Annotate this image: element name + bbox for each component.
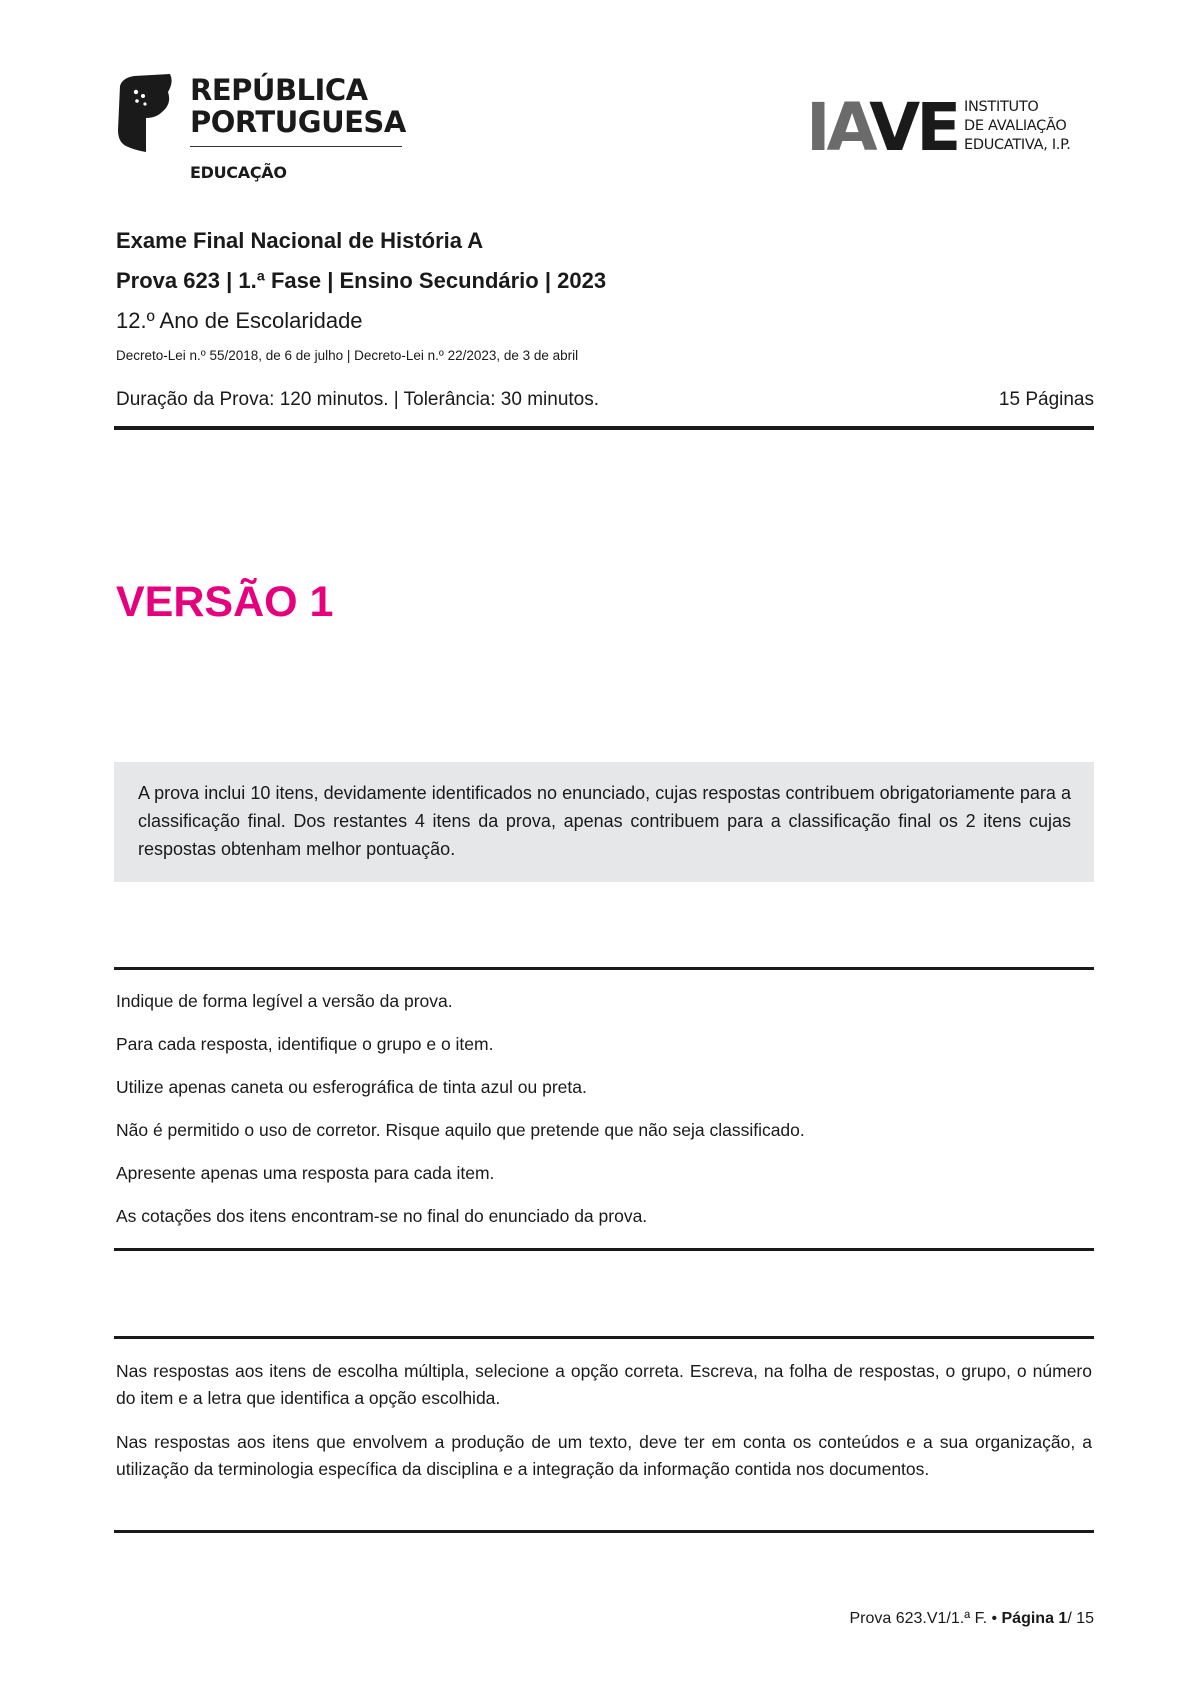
- iave-mark: IAVE: [806, 89, 958, 166]
- notes-top-rule: [114, 1336, 1094, 1339]
- logo-line-portuguesa: PORTUGUESA: [190, 105, 406, 139]
- instruction-item: As cotações dos itens encontram-se no final do enunciado da prova.: [116, 1206, 648, 1226]
- logo-educacao: EDUCAÇÃO: [190, 163, 287, 182]
- version-label: VERSÃO 1: [116, 578, 334, 626]
- republic-emblem-icon: [112, 72, 176, 152]
- exam-subtitle: Prova 623 | 1.ª Fase | Ensino Secundário | 2023: [116, 268, 607, 293]
- footer-page-label: Página 1: [1001, 1610, 1068, 1627]
- answer-note: Nas respostas aos itens de escolha múltipla, selecione a opção correta. Escreva, na folha de respostas, o grupo, o número do item e a letra que identifica a opção escolhida.: [116, 1361, 1092, 1408]
- notes-bottom-rule: [114, 1530, 1094, 1533]
- info-box: [114, 762, 1094, 882]
- page-footer: [849, 1608, 1094, 1630]
- info-box-text: A prova inclui 10 itens, devidamente identificados no enunciado, cujas respostas contribuem obrigatoriamente para a classificação final. Dos restantes 4 itens da prova, apenas contribuem para a classificação final os 2 itens cujas respostas obtenham melhor pontuação.: [138, 783, 1071, 859]
- iave-institute-name: INSTITUTO DE AVALIAÇÃO EDUCATIVA, I.P.: [964, 99, 1071, 153]
- logo-line-republica: REPÚBLICA: [190, 73, 368, 107]
- instruction-item: Indique de forma legível a versão da prova.: [116, 991, 453, 1011]
- instruction-item: Não é permitido o uso de corretor. Risque aquilo que pretende que não seja classificado.: [116, 1120, 805, 1140]
- header-divider: [114, 426, 1094, 430]
- footer-suffix: / 15: [1067, 1610, 1094, 1627]
- exam-title: Exame Final Nacional de História A: [116, 228, 484, 253]
- instructions-bottom-rule: [114, 1248, 1094, 1251]
- exam-duration: Duração da Prova: 120 minutos. | Tolerância: 30 minutos.: [116, 389, 600, 410]
- exam-decree: Decreto-Lei n.º 55/2018, de 6 de julho | Decreto-Lei n.º 22/2023, de 3 de abril: [116, 348, 579, 363]
- iave-logo: [806, 89, 1106, 166]
- instructions-top-rule: [114, 967, 1094, 970]
- exam-year-level: 12.º Ano de Escolaridade: [116, 308, 363, 333]
- answer-note: Nas respostas aos itens que envolvem a produção de um texto, deve ter em conta os conteúdos e a sua organização, a utilização da terminologia específica da disciplina e a integração da informação contida nos documentos.: [116, 1432, 1092, 1479]
- instruction-item: Para cada resposta, identifique o grupo e o item.: [116, 1034, 494, 1054]
- instruction-item: Apresente apenas uma resposta para cada item.: [116, 1163, 495, 1183]
- republica-portuguesa-logo: [112, 72, 412, 187]
- footer-prefix: Prova 623.V1/1.ª F. •: [849, 1610, 1002, 1627]
- instruction-item: Utilize apenas caneta ou esferográfica de tinta azul ou preta.: [116, 1077, 587, 1097]
- logo-divider: [190, 146, 402, 147]
- exam-page-count: 15 Páginas: [998, 389, 1094, 410]
